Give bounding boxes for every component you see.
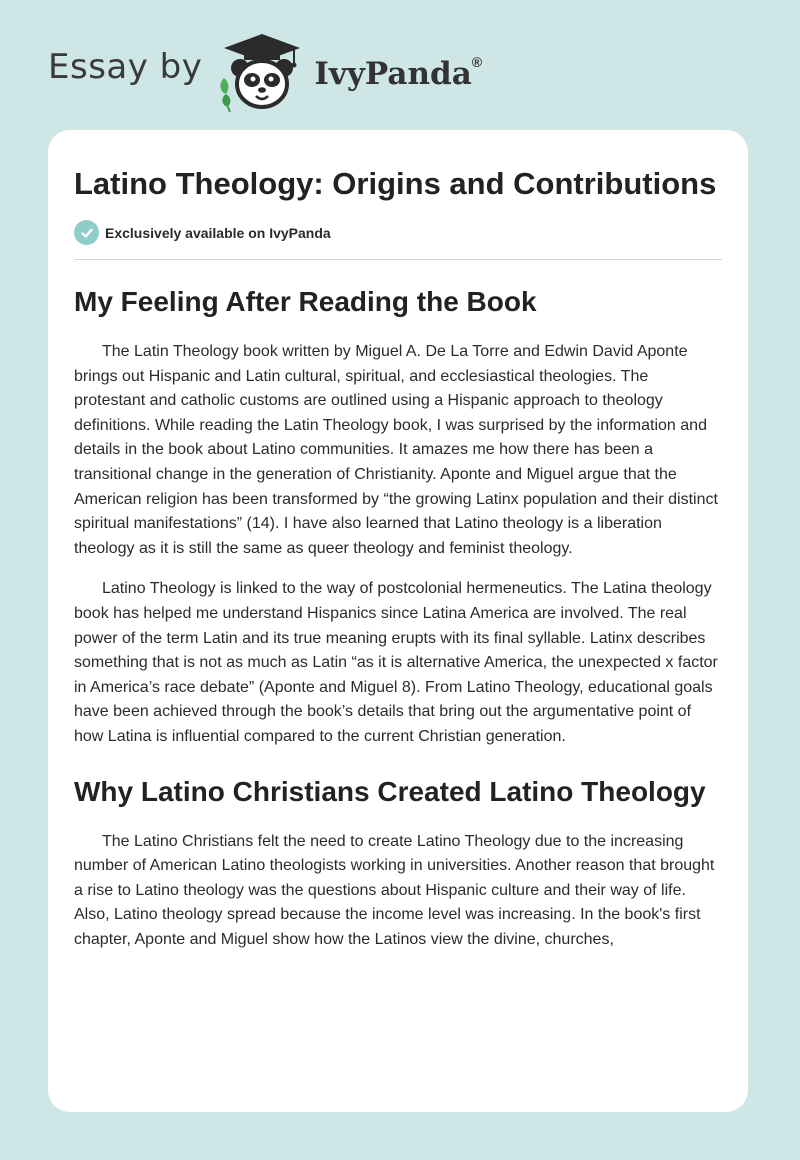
check-icon	[74, 220, 99, 245]
page-title: Latino Theology: Origins and Contributions	[74, 166, 717, 201]
brand-name[interactable]: IvyPanda®	[314, 54, 483, 92]
essay-card	[48, 130, 748, 1112]
site-header	[48, 32, 482, 112]
paragraph: Latino Theology is linked to the way of postcolonial hermeneutics. The Latina theology book has helped me understand Hispanics since Latina America are involved. The real power of the term Latin and its true meaning erupts with its final syllable. Latinx describes something that is not as much as Latin “as it is alternative America, the unexpected x factor in America’s race debate” (Aponte and Miguel 8). From Latino Theology, educational goals have been achieved through the book’s details that bring out the argumentative point of how Latina is influential compared to the current Christian generation.	[74, 580, 718, 745]
registered-mark: ®	[471, 54, 483, 70]
essay-by-label: Essay by	[48, 47, 203, 87]
section-heading: My Feeling After Reading the Book	[74, 286, 537, 317]
panda-graduate-logo-icon[interactable]	[214, 32, 310, 112]
exclusive-label: Exclusively available on IvyPanda	[105, 224, 331, 241]
paragraph: The Latin Theology book written by Miguel A. De La Torre and Edwin David Aponte brings out Hispanic and Latin cultural, spiritual, and ecclesiastical theologies. The protestant and catholic customs are outlined using a Hispanic approach to theology definitions. While reading the Latin Theology book, I was surprised by the information and details in the book about Latino communities. It amazes me how there has been a transitional change in the generation of Christianity. Aponte and Miguel argue that the American religion has been transformed by “the growing Latinx population and their distinct spiritual manifestations” (14). I have also learned that Latino theology is a liberation theology as it is still the same as queer theology and feminist theology.	[74, 343, 718, 557]
section-heading: Why Latino Christians Created Latino Theology	[74, 775, 706, 807]
paragraph: The Latino Christians felt the need to create Latino Theology due to the increasing number of American Latino theologists working in universities. Another reason that brought a rise to Latino theology was the questions about Hispanic culture and their way of life. Also, Latino theology spread because the income level was increasing. In the book's first chapter, Aponte and Miguel show how the Latinos view the divine, churches,	[74, 832, 715, 948]
exclusive-badge	[74, 220, 722, 260]
